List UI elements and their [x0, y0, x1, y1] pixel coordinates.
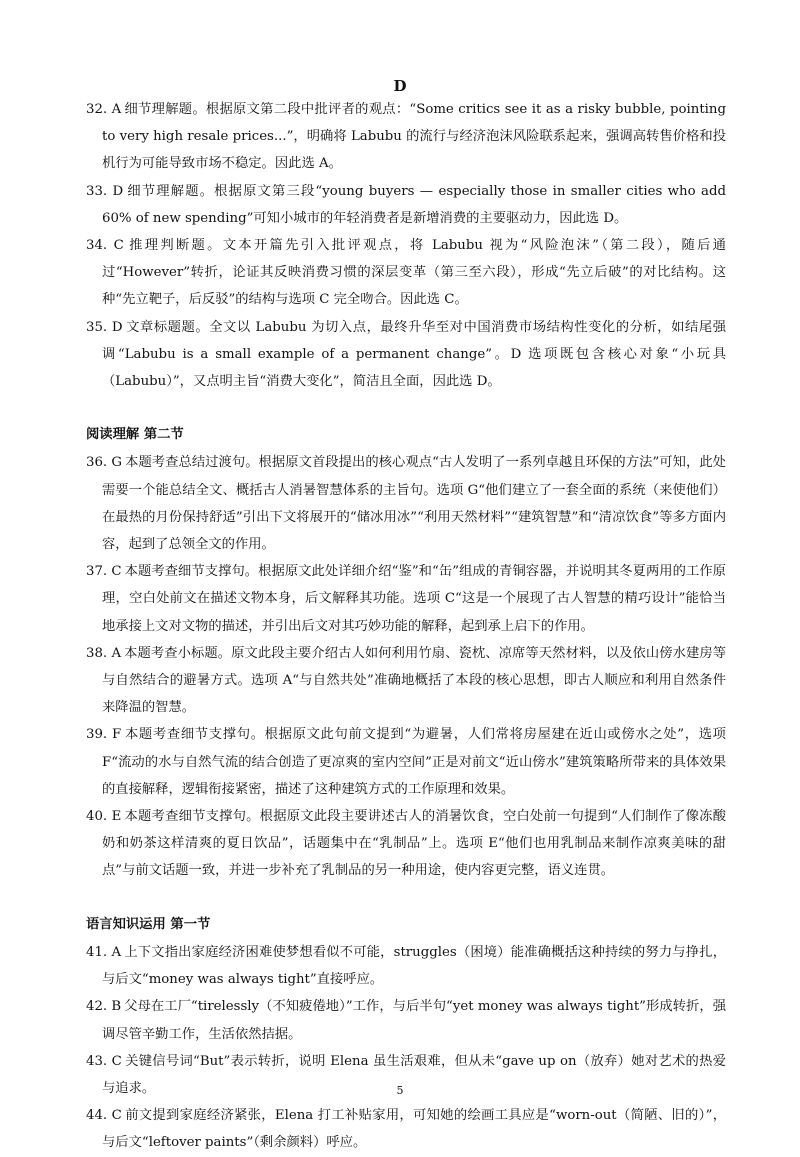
answer-explanation: 本题考查总结过渡句。根据原文首段提出的核心观点“古人发明了一系列卓越且环保的方法”可知，此处需要一个能总结全文、概括古人消暑智慧体系的主旨句。选项 G“他们建立了一套全面的系统（来使他们）在最热的月份保持舒适”引出下文将展开的“储冰用冰”“利用天然材料”“建筑智慧”和“清凉饮食”等多方面内容，起到了总领全文的作用。	[102, 455, 726, 553]
answer-explanation: 本题考查小标题。原文此段主要介绍古人如何利用竹扇、瓷枕、凉席等天然材料，以及依山傍水建房等与自然结合的避暑方式。选项 A“与自然共处”准确地概括了本段的核心思想，即古人顺应和利用自然条件来降温的智慧。	[102, 645, 726, 716]
answer-number: 34. C	[86, 238, 124, 254]
answer-item-36	[86, 449, 726, 558]
answer-number: 41. A	[86, 944, 122, 960]
answer-number: 42. B	[86, 999, 122, 1015]
answer-explanation: 父母在工厂“tirelessly（不知疲倦地）”工作，与后半句“yet money was always tight”形成转折，强调尽管辛勤工作，生活依然拮据。	[102, 999, 726, 1042]
answer-item-32	[86, 96, 726, 178]
section-heading-reading-part2: 阅读理解 第二节	[86, 427, 184, 443]
answer-content	[86, 96, 726, 1157]
answer-number: 35. D	[86, 319, 123, 335]
answer-number: 39. F	[86, 727, 122, 743]
section-letter: D	[393, 77, 407, 95]
answer-number: 36. G	[86, 455, 123, 471]
answer-group-3	[86, 939, 726, 1157]
section-heading-language-part1: 语言知识运用 第一节	[86, 916, 211, 932]
answer-explanation: 文章标题题。全文以 Labubu 为切入点，最终升华至对中国消费市场结构性变化的分析，如结尾强调“Labubu is a small example of a permanent change”。D 选项既包含核心对象“小玩具（Labubu）”，又点明主旨“消费大变化”，简洁且全面，因此选 D。	[102, 319, 726, 390]
answer-explanation: 细节理解题。根据原文第三段“young buyers — especially those in smaller cities who add 60% of new spending”可知小城市的年轻消费者是新增消费的主要驱动力，因此选 D。	[102, 183, 726, 226]
answer-item-40	[86, 803, 726, 885]
answer-explanation: 推理判断题。文本开篇先引入批评观点，将 Labubu 视为“风险泡沫”（第二段），随后通过“However”转折，论证其反映消费习惯的深层变革（第三至六段），形成“先立后破”的对比结构。这种“先立靶子，后反驳”的结构与选项 C 完全吻合。因此选 C。	[102, 238, 726, 308]
answer-item-41	[86, 939, 726, 993]
answer-explanation: 细节理解题。根据原文第二段中批评者的观点：“Some critics see it as a risky bubble, pointing to very high resale prices...”，明确将 Labubu 的流行与经济泡沫风险联系起来，强调高转售价格和投机行为可能导致市场不稳定。因此选 A。	[102, 102, 726, 172]
answer-explanation: 上下文指出家庭经济困难使梦想看似不可能，struggles（困境）能准确概括这种持续的努力与挣扎，与后文“money was always tight”直接呼应。	[102, 944, 726, 988]
answer-number: 33. D	[86, 183, 124, 199]
answer-explanation: 本题考查细节支撑句。根据原文此段主要讲述古人的消暑饮食，空白处前一句提到“人们制作了像冻酸奶和奶茶这样清爽的夏日饮品”，话题集中在“乳制品”上。选项 E“他们也用乳制品来制作凉爽美味的甜点”与前文话题一致，并进一步补充了乳制品的另一种用途，使内容更完整，语义连贯。	[102, 809, 726, 879]
answer-explanation: 前文提到家庭经济紧张，Elena 打工补贴家用，可知她的绘画工具应是“worn-out（简陋、旧的）”，与后文“leftover paints”（剩余颜料）呼应。	[102, 1108, 726, 1151]
answer-item-35	[86, 314, 726, 396]
answer-item-42	[86, 993, 726, 1047]
answer-item-39	[86, 721, 726, 803]
answer-item-38	[86, 640, 726, 722]
answer-item-33	[86, 178, 726, 232]
answer-item-44	[86, 1102, 726, 1156]
answer-group-1	[86, 96, 726, 395]
answer-number: 44. C	[86, 1108, 122, 1124]
answer-item-34	[86, 232, 726, 314]
answer-number: 37. C	[86, 564, 122, 580]
answer-number: 32. A	[86, 102, 122, 117]
answer-explanation: 本题考查细节支撑句。根据原文此处详细介绍“鉴”和“缶”组成的青铜容器，并说明其冬夏两用的工作原理，空白处前文在描述文物本身，后文解释其功能。选项 C“这是一个展现了古人智慧的精巧设计”能恰当地承接上文对文物的描述，并引出后文对其巧妙功能的解释，起到承上启下的作用。	[102, 564, 726, 634]
page-number: 5	[396, 1084, 404, 1097]
answer-number: 38. A	[86, 645, 122, 661]
answer-group-2	[86, 449, 726, 884]
answer-number: 40. E	[86, 809, 122, 825]
answer-explanation: 关键信号词“But”表示转折，说明 Elena 虽生活艰难，但从未“gave up on（放弃）她对艺术的热爱与追求。	[102, 1053, 726, 1096]
answer-explanation: 本题考查细节支撑句。根据原文此句前文提到“为避暑，人们常将房屋建在近山或傍水之处”，选项 F“流动的水与自然气流的结合创造了更凉爽的室内空间”正是对前文“近山傍水”建筑策略所带来的具体效果的直接解释，逻辑衔接紧密，描述了这种建筑方式的工作原理和效果。	[102, 727, 726, 797]
answer-item-37	[86, 558, 726, 640]
answer-number: 43. C	[86, 1053, 122, 1069]
